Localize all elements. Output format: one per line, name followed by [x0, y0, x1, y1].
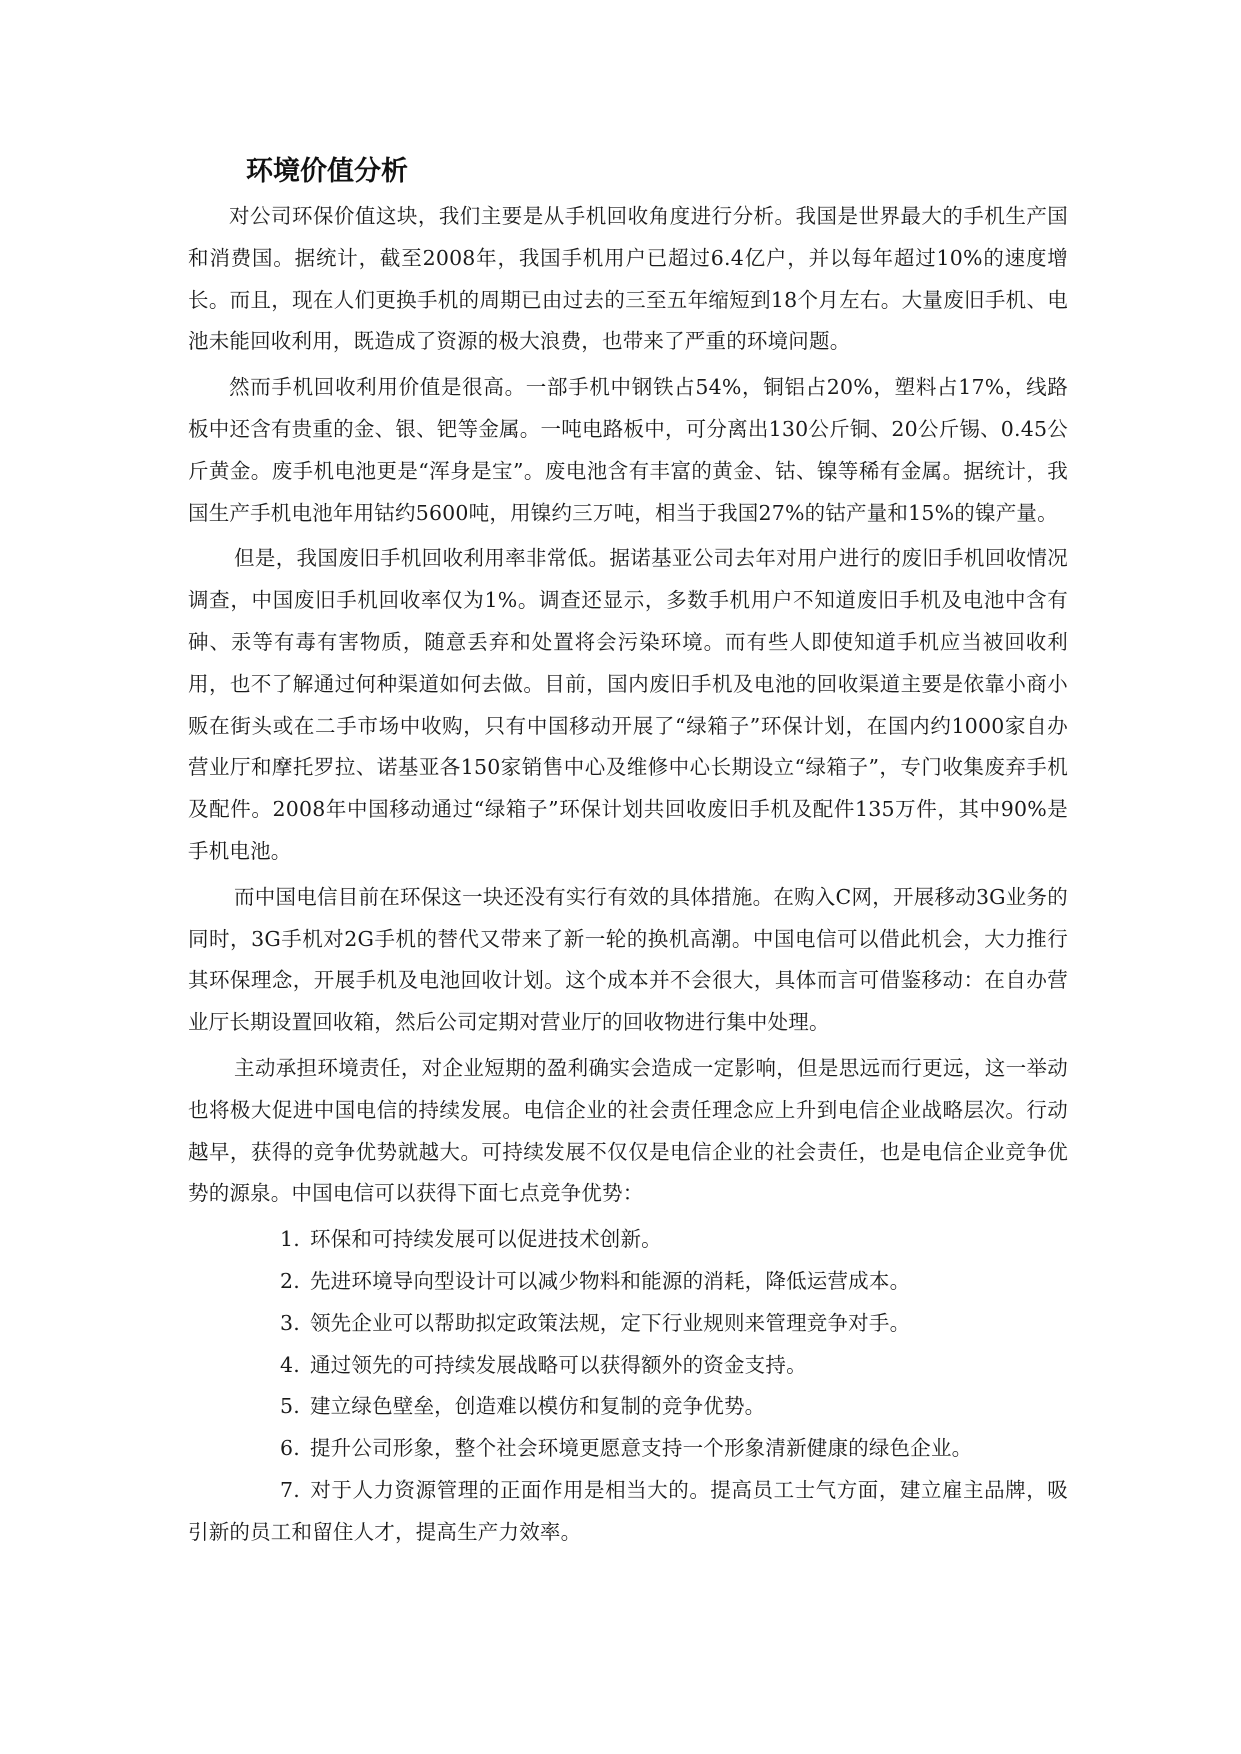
advantages-list: [188, 1219, 1068, 1553]
list-item-text: 领先企业可以帮助拟定政策法规，定下行业规则来管理竞争对手。: [309, 1310, 911, 1335]
document-title: 环境价值分析: [246, 156, 408, 187]
paragraph-responsibility: 主动承担环境责任，对企业短期的盈利确实会造成一定影响，但是思远而行更远，这一举动也将极大促进中国电信的持续发展。电信企业的社会责任理念应上升到电信企业战略层次。行动越早，获得的竞争优势就越大。可持续发展不仅仅是电信企业的社会责任，也是电信企业竞争优势的源泉。中国电信可以获得下面七点竞争优势：: [188, 1055, 1068, 1206]
list-item: [188, 1219, 1068, 1261]
document-page: [188, 150, 1068, 1554]
list-item: [188, 1303, 1068, 1345]
list-item-number: 3.: [280, 1310, 300, 1335]
paragraph-china-telecom: 而中国电信目前在环保这一块还没有实行有效的具体措施。在购入C网，开展移动3G业务的同时，3G手机对2G手机的替代又带来了新一轮的换机高潮。中国电信可以借此机会，大力推行其环保理念，开展手机及电池回收计划。这个成本并不会很大，具体而言可借鉴移动：在自办营业厅长期设置回收箱，然后公司定期对营业厅的回收物进行集中处理。: [188, 884, 1068, 1035]
list-item-number: 1.: [280, 1227, 300, 1252]
list-item-number: 7.: [280, 1477, 300, 1502]
list-item: [188, 1261, 1068, 1303]
list-item-text: 环保和可持续发展可以促进技术创新。: [309, 1227, 662, 1252]
list-item: [188, 1470, 1068, 1554]
paragraph-low-recycling-rate: 但是，我国废旧手机回收利用率非常低。据诺基亚公司去年对用户进行的废旧手机回收情况调查，中国废旧手机回收率仅为1%。调查还显示，多数手机用户不知道废旧手机及电池中含有砷、汞等有毒有害物质，随意丢弃和处置将会污染环境。而有些人即使知道手机应当被回收利用，也不了解通过何种渠道如何去做。目前，国内废旧手机及电池的回收渠道主要是依靠小商小贩在街头或在二手市场中收购，只有中国移动开展了“绿箱子”环保计划，在国内约1000家自办营业厅和摩托罗拉、诺基亚各150家销售中心及维修中心长期设立“绿箱子”，专门收集废弃手机及配件。2008年中国移动通过“绿箱子”环保计划共回收废旧手机及配件135万件，其中90%是手机电池。: [188, 546, 1068, 863]
list-item-number: 6.: [280, 1436, 300, 1461]
list-item-text: 提升公司形象，整个社会环境更愿意支持一个形象清新健康的绿色企业。: [309, 1436, 973, 1461]
paragraph-recycling-value: 然而手机回收利用价值是很高。一部手机中钢铁占54%，铜铝占20%，塑料占17%，线路板中还含有贵重的金、银、钯等金属。一吨电路板中，可分离出130公斤铜、20公斤锡、0.45公斤黄金。废手机电池更是“浑身是宝”。废电池含有丰富的黄金、钴、镍等稀有金属。据统计，我国生产手机电池年用钴约5600吨，用镍约三万吨，相当于我国27%的钴产量和15%的镍产量。: [188, 375, 1068, 525]
list-item-text: 对于人力资源管理的正面作用是相当大的。提高员工士气方面，建立雇主品牌，吸引新的员工和留住人才，提高生产力效率。: [188, 1477, 1068, 1544]
list-item-number: 2.: [280, 1268, 300, 1293]
list-item: [188, 1386, 1068, 1428]
list-item: [188, 1428, 1068, 1470]
list-item-number: 4.: [280, 1352, 300, 1377]
paragraph-overview: 对公司环保价值这块，我们主要是从手机回收角度进行分析。我国是世界最大的手机生产国和消费国。据统计，截至2008年，我国手机用户已超过6.4亿户，并以每年超过10%的速度增长。而且，现在人们更换手机的周期已由过去的三至五年缩短到18个月左右。大量废旧手机、电池未能回收利用，既造成了资源的极大浪费，也带来了严重的环境问题。: [188, 204, 1068, 354]
list-item: [188, 1345, 1068, 1387]
list-item-text: 先进环境导向型设计可以减少物料和能源的消耗，降低运营成本。: [309, 1268, 911, 1293]
list-item-text: 通过领先的可持续发展战略可以获得额外的资金支持。: [309, 1352, 807, 1377]
list-item-number: 5.: [280, 1394, 300, 1419]
list-item-text: 建立绿色壁垒，创造难以模仿和复制的竞争优势。: [309, 1394, 766, 1419]
